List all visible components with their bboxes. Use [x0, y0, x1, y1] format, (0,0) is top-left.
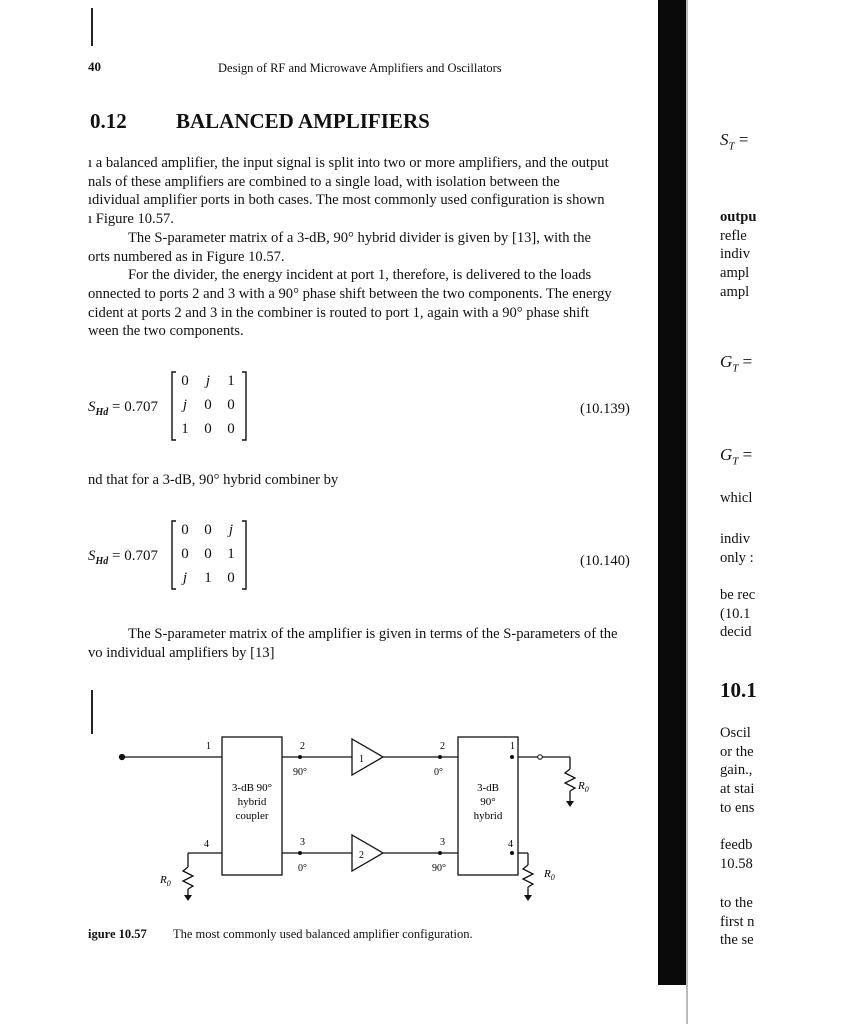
- right-page-fragment: $G_T$ =: [720, 352, 753, 375]
- text-line: ı a balanced amplifier, the input signal is split into two or more amplifiers, and the output: [88, 155, 609, 171]
- right-page-fragment: Oscil or the gain., at stai to ens: [720, 725, 755, 816]
- load-label: $R_0$: [544, 868, 555, 882]
- right-page-section: 10.1: [720, 678, 757, 702]
- equation-number-140: (10.140): [580, 553, 630, 569]
- equation-lhs-139: $S_{Hd} = 0.707$: [88, 399, 158, 418]
- matrix-cell: j: [182, 570, 188, 586]
- matrix-139: [170, 370, 250, 442]
- page-edge: [686, 0, 688, 1024]
- paragraph-1: [88, 154, 638, 341]
- text-line: ı Figure 10.57.: [88, 211, 174, 228]
- coupler-label: hybrid: [237, 796, 267, 808]
- balanced-amplifier-diagram: [100, 725, 620, 905]
- matrix-cell: 0: [204, 522, 212, 538]
- matrix-cell: 0: [181, 546, 189, 562]
- text-line: orts numbered as in Figure 10.57.: [88, 248, 285, 265]
- matrix-cell: 0: [181, 522, 189, 538]
- phase-label: 90°: [432, 863, 446, 874]
- binding-shadow: [658, 0, 686, 985]
- matrix-cell: 0: [204, 397, 212, 413]
- port-label: 2: [300, 741, 305, 752]
- text-line: vo individual amplifiers by [13]: [88, 644, 275, 661]
- text-line: ween the two components.: [88, 323, 244, 340]
- port-label: 4: [508, 839, 513, 850]
- port-label: 3: [300, 837, 305, 848]
- text-line: onnected to ports 2 and 3 with a 90° phase shift between the two components. The energy: [88, 285, 612, 302]
- matrix-cell: 0: [204, 546, 212, 562]
- matrix-cell: 0: [227, 570, 235, 586]
- port-label: 1: [510, 741, 515, 752]
- right-page-fragment: $G_T$ =: [720, 445, 753, 468]
- matrix-cell: j: [205, 373, 211, 389]
- section-title: BALANCED AMPLIFIERS: [176, 109, 430, 133]
- figure-caption: The most commonly used balanced amplifier configuration.: [173, 927, 473, 941]
- section-number: 0.12: [90, 109, 127, 133]
- phase-label: 90°: [293, 767, 307, 778]
- coupler-label: coupler: [235, 810, 269, 822]
- right-page-fragment: indiv only :: [720, 531, 754, 566]
- matrix-cell: 1: [227, 373, 235, 389]
- matrix-cell: 1: [204, 570, 212, 586]
- amp-label: 2: [359, 850, 364, 861]
- equation-number-139: (10.139): [580, 401, 630, 417]
- hybrid-label: 90°: [480, 796, 496, 808]
- matrix-cell: 0: [204, 421, 212, 437]
- text-line: nals of these amplifiers are combined to a single load, with isolation between the: [88, 173, 560, 190]
- text-line: cident at ports 2 and 3 in the combiner is routed to port 1, again with a 90° phase shift: [88, 304, 590, 321]
- port-label: 2: [440, 741, 445, 752]
- matrix-cell: 1: [181, 421, 189, 437]
- load-label: $R_0$: [160, 874, 171, 888]
- right-page-fragment: $S_T$ =: [720, 130, 749, 153]
- equation-lhs-140: $S_{Hd} = 0.707$: [88, 548, 158, 567]
- right-page-fragment: to the first n the se: [720, 895, 755, 949]
- running-header: Design of RF and Microwave Amplifiers and Oscillators: [218, 61, 502, 75]
- text-line: For the divider, the energy incident at port 1, therefore, is delivered to the loads: [128, 267, 592, 284]
- port-label: 3: [440, 837, 445, 848]
- paragraph-4: [88, 625, 638, 662]
- hybrid-label: hybrid: [473, 810, 503, 822]
- text-line: ıdividual amplifier ports in both cases. The most commonly used configuration is shown: [88, 192, 605, 209]
- matrix-cell: 0: [227, 397, 235, 413]
- right-page-fragment: outpu refle indiv ampl ampl: [720, 209, 757, 300]
- matrix-cell: 1: [227, 546, 235, 562]
- scan-margin-mark: [91, 690, 93, 734]
- right-page-fragment: feedb 10.58: [720, 837, 753, 872]
- matrix-cell: 0: [181, 373, 189, 389]
- port-label: 4: [204, 839, 209, 850]
- amp-label: 1: [359, 754, 364, 765]
- figure-label: igure 10.57: [88, 927, 147, 941]
- right-page-fragment: be rec (10.1 decid: [720, 587, 756, 641]
- matrix-140: [170, 519, 250, 591]
- matrix-cell: 0: [227, 421, 235, 437]
- matrix-cell: j: [182, 397, 188, 413]
- right-page-fragment: whicl: [720, 490, 753, 506]
- text-line: The S-parameter matrix of the amplifier is given in terms of the S-parameters of the: [128, 626, 618, 642]
- mid-sentence: nd that for a 3-dB, 90° hybrid combiner by: [88, 472, 339, 488]
- scan-margin-mark: [91, 8, 93, 46]
- load-label: $R_0$: [578, 780, 589, 794]
- coupler-label: 3-dB 90°: [231, 782, 273, 794]
- phase-label: 0°: [298, 863, 307, 874]
- phase-label: 0°: [434, 767, 443, 778]
- matrix-cell: j: [228, 522, 234, 538]
- port-label: 1: [206, 741, 211, 752]
- hybrid-label: 3-dB: [477, 782, 499, 794]
- text-line: The S-parameter matrix of a 3-dB, 90° hybrid divider is given by [13], with the: [128, 229, 591, 246]
- page-number: 40: [88, 59, 101, 74]
